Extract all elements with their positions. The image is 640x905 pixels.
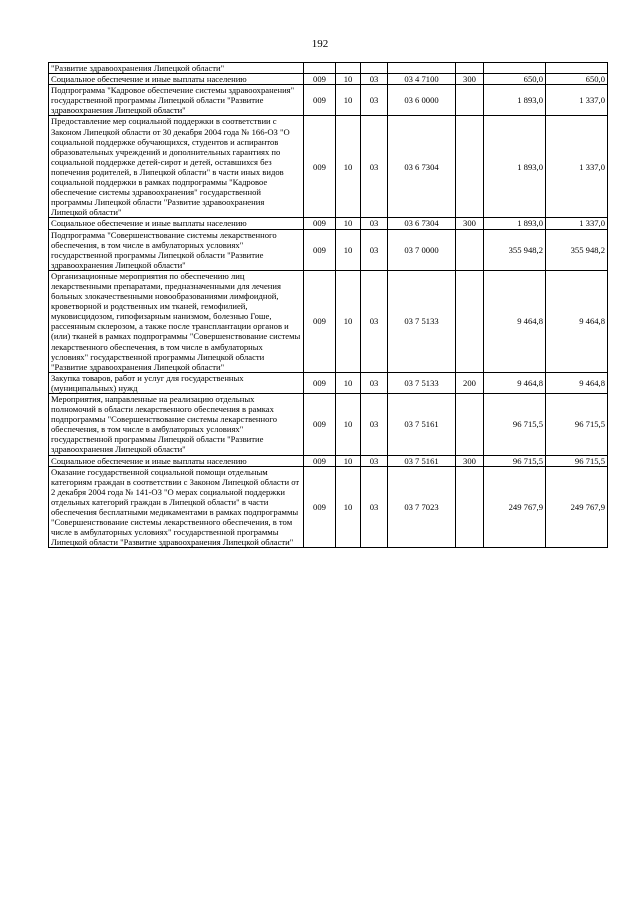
section-code-cell: 10 — [336, 74, 361, 85]
expense-type-cell — [456, 229, 484, 270]
target-code-cell — [388, 63, 456, 74]
target-code-cell: 03 6 0000 — [388, 85, 456, 116]
item-name-cell: Подпрограмма "Кадровое обеспечение системы здравоохранения" государственной программы Липецкой области "Развитие здравоохранения Липецкой области" — [49, 85, 304, 116]
target-code-cell: 03 6 7304 — [388, 116, 456, 218]
expense-type-cell — [456, 270, 484, 372]
table-row — [49, 85, 608, 116]
ministry-code-cell: 009 — [304, 270, 336, 372]
ministry-code-cell: 009 — [304, 116, 336, 218]
target-code-cell: 03 7 5161 — [388, 394, 456, 456]
table-row — [49, 218, 608, 229]
ministry-code-cell: 009 — [304, 229, 336, 270]
amount-first-cell: 9 464,8 — [484, 270, 546, 372]
subsection-code-cell — [361, 63, 388, 74]
amount-first-cell: 1 893,0 — [484, 116, 546, 218]
subsection-code-cell: 03 — [361, 372, 388, 393]
amount-second-cell: 249 767,9 — [546, 466, 608, 548]
amount-first-cell: 355 948,2 — [484, 229, 546, 270]
budget-table-body — [49, 63, 608, 548]
ministry-code-cell — [304, 63, 336, 74]
item-name-cell: Социальное обеспечение и иные выплаты населению — [49, 74, 304, 85]
target-code-cell: 03 4 7100 — [388, 74, 456, 85]
target-code-cell: 03 7 5161 — [388, 455, 456, 466]
amount-first-cell — [484, 63, 546, 74]
target-code-cell: 03 6 7304 — [388, 218, 456, 229]
section-code-cell: 10 — [336, 85, 361, 116]
target-code-cell: 03 7 5133 — [388, 372, 456, 393]
expense-type-cell — [456, 116, 484, 218]
table-row — [49, 116, 608, 218]
subsection-code-cell: 03 — [361, 455, 388, 466]
amount-first-cell: 1 893,0 — [484, 85, 546, 116]
section-code-cell: 10 — [336, 466, 361, 548]
page-number: 192 — [311, 38, 329, 50]
section-code-cell: 10 — [336, 455, 361, 466]
subsection-code-cell: 03 — [361, 466, 388, 548]
item-name-cell: Подпрограмма "Совершенствование системы лекарственного обеспечения, в том числе в амбулаторных условиях" государственной программы Липецкой области "Развитие здравоохранения Липецкой области" — [49, 229, 304, 270]
amount-second-cell: 96 715,5 — [546, 455, 608, 466]
section-code-cell: 10 — [336, 116, 361, 218]
amount-second-cell: 1 337,0 — [546, 85, 608, 116]
amount-first-cell: 249 767,9 — [484, 466, 546, 548]
subsection-code-cell: 03 — [361, 218, 388, 229]
amount-second-cell: 650,0 — [546, 74, 608, 85]
amount-second-cell: 9 464,8 — [546, 270, 608, 372]
amount-first-cell: 9 464,8 — [484, 372, 546, 393]
expense-type-cell: 300 — [456, 74, 484, 85]
table-row — [49, 455, 608, 466]
ministry-code-cell: 009 — [304, 466, 336, 548]
item-name-cell: Оказание государственной социальной помощи отдельным категориям граждан в соответствии с Законом Липецкой области от 2 декабря 2004 года № 141-ОЗ "О мерах социальной поддержки отдельных категорий граждан в Липецкой области" в части обеспечения бесплатными медикаментами в рамках подпрограммы "Совершенствование системы лекарственного обеспечения, в том числе в амбулаторных условиях" государственной программы Липецкой области "Развитие здравоохранения Липецкой области" — [49, 466, 304, 548]
expense-type-cell — [456, 394, 484, 456]
target-code-cell: 03 7 5133 — [388, 270, 456, 372]
subsection-code-cell: 03 — [361, 116, 388, 218]
table-row — [49, 466, 608, 548]
subsection-code-cell: 03 — [361, 394, 388, 456]
item-name-cell: Мероприятия, направленные на реализацию отдельных полномочий в области лекарственного обеспечения в рамках подпрограммы "Совершенствование системы лекарственного обеспечения, в том числе в амбулаторных условиях" государственной программы Липецкой области "Развитие здравоохранения Липецкой области" — [49, 394, 304, 456]
subsection-code-cell: 03 — [361, 229, 388, 270]
amount-second-cell: 1 337,0 — [546, 218, 608, 229]
item-name-cell: Социальное обеспечение и иные выплаты населению — [49, 218, 304, 229]
section-code-cell: 10 — [336, 372, 361, 393]
table-row — [49, 229, 608, 270]
amount-second-cell: 1 337,0 — [546, 116, 608, 218]
item-name-cell: Предоставление мер социальной поддержки в соответствии с Законом Липецкой области от 30 декабря 2004 года № 166-ОЗ "О социальной поддержке обучающихся, студентов и аспирантов образовательных учреждений и дополнительных гарантиях по социальной поддержке детей-сирот и детей, оставшихся без попечения родителей, в Липецкой области" в части иных видов социальной поддержки в рамках подпрограммы "Кадровое обеспечение системы здравоохранения" государственной программы Липецкой области "Развитие здравоохранения Липецкой области" — [49, 116, 304, 218]
section-code-cell — [336, 63, 361, 74]
subsection-code-cell: 03 — [361, 270, 388, 372]
ministry-code-cell: 009 — [304, 85, 336, 116]
amount-second-cell — [546, 63, 608, 74]
section-code-cell: 10 — [336, 270, 361, 372]
ministry-code-cell: 009 — [304, 74, 336, 85]
ministry-code-cell: 009 — [304, 218, 336, 229]
subsection-code-cell: 03 — [361, 85, 388, 116]
section-code-cell: 10 — [336, 394, 361, 456]
expense-type-cell — [456, 466, 484, 548]
table-row — [49, 74, 608, 85]
target-code-cell: 03 7 7023 — [388, 466, 456, 548]
amount-second-cell: 355 948,2 — [546, 229, 608, 270]
amount-first-cell: 650,0 — [484, 74, 546, 85]
table-row — [49, 63, 608, 74]
item-name-cell: Социальное обеспечение и иные выплаты населению — [49, 455, 304, 466]
item-name-cell: "Развитие здравоохранения Липецкой области" — [49, 63, 304, 74]
table-row — [49, 270, 608, 372]
amount-second-cell: 9 464,8 — [546, 372, 608, 393]
expense-type-cell — [456, 85, 484, 116]
table-row — [49, 372, 608, 393]
expense-type-cell: 200 — [456, 372, 484, 393]
section-code-cell: 10 — [336, 218, 361, 229]
table-row — [49, 394, 608, 456]
target-code-cell: 03 7 0000 — [388, 229, 456, 270]
expense-type-cell — [456, 63, 484, 74]
ministry-code-cell: 009 — [304, 372, 336, 393]
budget-table — [48, 62, 608, 548]
expense-type-cell: 300 — [456, 218, 484, 229]
amount-first-cell: 1 893,0 — [484, 218, 546, 229]
amount-first-cell: 96 715,5 — [484, 394, 546, 456]
item-name-cell: Организационные мероприятия по обеспечению лиц лекарственными препаратами, предназначенными для лечения больных злокачественными новообразованиями лимфоидной, кроветворной и родственных им тканей, гемофилией, муковисцидозом, гипофизарным нанизмом, болезнью Гоше, рассеянным склерозом, а также после трансплантации органов и (или) тканей в рамках подпрограммы "Совершенствование системы лекарственного обеспечения, в том числе в амбулаторных условиях" государственной программы Липецкой области "Развитие здравоохранения Липецкой области" — [49, 270, 304, 372]
ministry-code-cell: 009 — [304, 394, 336, 456]
expense-type-cell: 300 — [456, 455, 484, 466]
amount-second-cell: 96 715,5 — [546, 394, 608, 456]
subsection-code-cell: 03 — [361, 74, 388, 85]
section-code-cell: 10 — [336, 229, 361, 270]
item-name-cell: Закупка товаров, работ и услуг для государственных (муниципальных) нужд — [49, 372, 304, 393]
amount-first-cell: 96 715,5 — [484, 455, 546, 466]
ministry-code-cell: 009 — [304, 455, 336, 466]
